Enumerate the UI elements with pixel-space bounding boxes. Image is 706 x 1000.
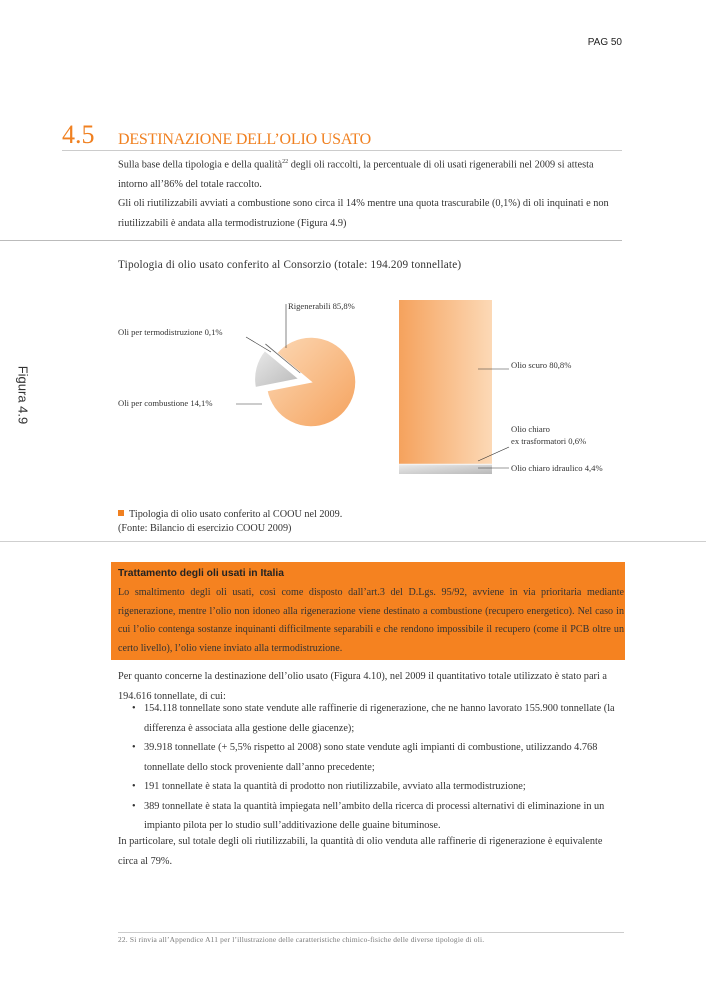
bar-segment-idraulico — [399, 465, 492, 474]
list-item: • 389 tonnellate è stata la quantità impiegata nell’ambito della ricerca di processi alternativi di eliminazione in un impianto pilota per lo studio sull’additivazione delle guaine bituminose. — [130, 797, 624, 836]
list-item: • 191 tonnellate è stata la quantità di prodotto non riutilizzabile, avviato alla termodistruzione; — [130, 777, 624, 797]
figure-caption — [118, 508, 342, 536]
bar-label-ex-trasformatori-line1: Olio chiaro — [511, 424, 550, 434]
list-item: • 39.918 tonnellate (+ 5,5% rispetto al 2008) sono state vendute agli impianti di combustione, utilizzando 4.768 tonnellate dello stock proveniente dall’anno precedente; — [130, 738, 624, 777]
caption-line-2: (Fonte: Bilancio di esercizio COOU 2009) — [118, 523, 292, 534]
caption-bullet-icon — [118, 510, 124, 516]
bar-label-idraulico: Olio chiaro idraulico 4,4% — [511, 463, 603, 473]
destination-intro-text: Per quanto concerne la destinazione dell’olio usato (Figura 4.10), nel 2009 il quantitativo totale utilizzato è stato pari a 194.616 tonnellate, di cui: — [118, 671, 607, 702]
pie-label-rigenerabili: Rigenerabili 85,8% — [288, 301, 355, 311]
stacked-bar-chart — [399, 300, 492, 474]
destination-conclusion — [118, 832, 624, 871]
intro-paragraph-2: Gli oli riutilizzabili avviati a combustione sono circa il 14% mentre una quota trascurabile (0,1%) di oli inquinati e non riutilizzabili è andata alla termodistruzione (Figura 4.9) — [118, 198, 609, 229]
intro-text-a: Sulla base della tipologia e della qualità — [118, 159, 283, 171]
intro-text-b: degli oli raccolti, la percentuale di oli usati rigenerabili nel 2009 si attesta intorno all’86% del totale raccolto. — [118, 159, 594, 190]
conclusion-text: In particolare, sul totale degli oli riutilizzabili, la quantità di olio venduta alle raffinerie di rigenerazione è equivalente circa al 79%. — [118, 836, 603, 867]
footnote: 22. Si rinvia all’Appendice A11 per l’illustrazione delle caratteristiche chimico-fisiche delle diverse tipologie di oli. — [118, 935, 485, 944]
chart-title: Tipologia di olio usato conferito al Consorzio (totale: 194.209 tonnellate) — [118, 259, 462, 271]
section-number: 4.5 — [62, 120, 95, 149]
info-box-title: Trattamento degli oli usati in Italia — [118, 568, 284, 579]
footnote-divider — [118, 932, 624, 933]
info-box-text: Lo smaltimento degli oli usati, così come disposto dall’art.3 del D.Lgs. 95/92, avviene in via prioritaria mediante rigenerazione, mentre l’olio non idoneo alla rigenerazione viene destinato a combustione (recupero energetico). Nel caso in cui l’olio contenga sostanze inquinanti difficilmente separabili e che rendono impossibile il recupero (come il PCB oltre un certo livello), l’olio viene inviato alla termodistruzione. — [118, 587, 624, 654]
bar-segment-scuro — [399, 300, 492, 464]
footnote-reference[interactable]: 22 — [282, 159, 289, 165]
page-number: PAG 50 — [587, 37, 622, 48]
pie-leader-termodistruzione — [246, 337, 271, 352]
destination-list — [130, 699, 624, 836]
bar-segment-ex-trasformatori — [399, 464, 492, 465]
bar-label-ex-trasformatori-line2: ex trasformatori 0,6% — [511, 436, 587, 446]
bar-label-scuro: Olio scuro 80,8% — [511, 360, 572, 370]
list-item: • 154.118 tonnellate sono state vendute alle raffinerie di rigenerazione, che ne hanno lavorato 155.900 tonnellate (la differenza è associata alla gestione delle giacenze); — [130, 699, 624, 738]
pie-label-termodistruzione: Oli per termodistruzione 0,1% — [118, 327, 223, 337]
figure-tab-label: Figura 4.9 — [15, 365, 31, 425]
figure-bottom-divider — [0, 541, 706, 542]
caption-line-1: Tipologia di olio usato conferito al COOU nel 2009. — [129, 509, 343, 520]
section-title: DESTINAZIONE DELL’OLIO USATO — [118, 131, 372, 148]
pie-chart — [254, 337, 356, 427]
pie-label-combustione: Oli per combustione 14,1% — [118, 398, 213, 408]
